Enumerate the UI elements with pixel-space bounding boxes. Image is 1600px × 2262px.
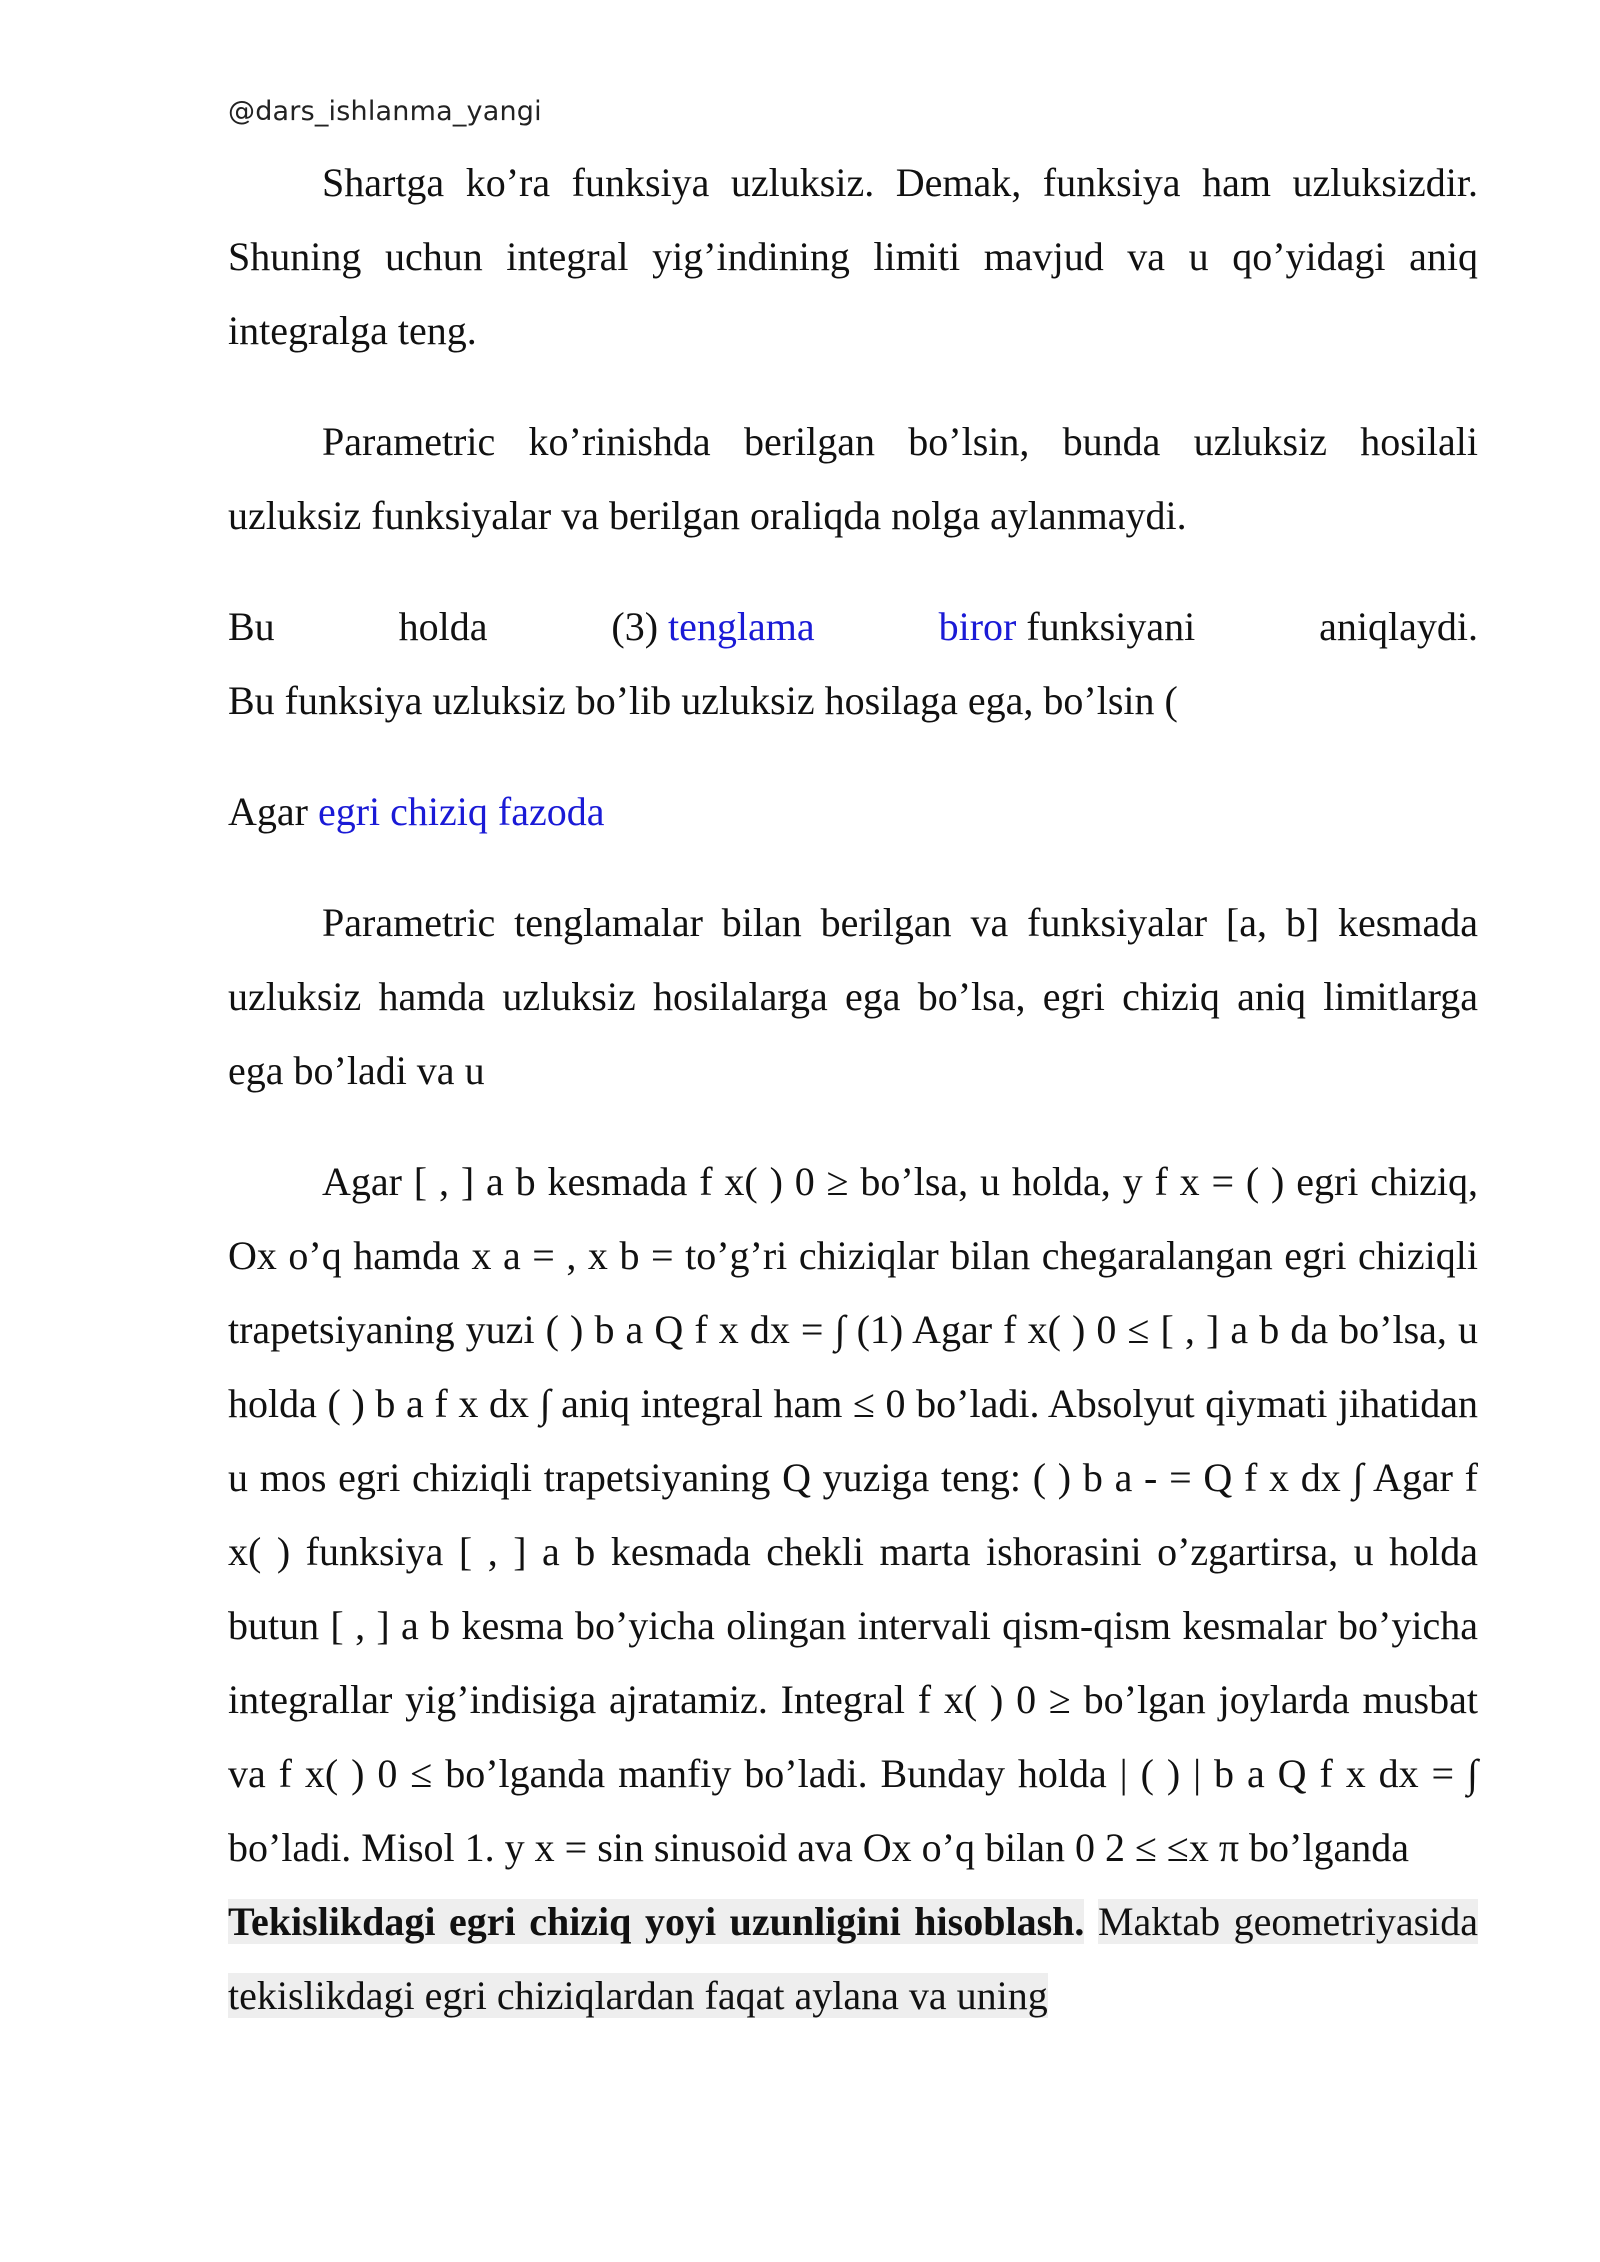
arc-length-text: Maktab geometriyasida tekislikdagi egri chiziqlardan faqat aylana va uning — [228, 1899, 1479, 2018]
watermark-handle: @dars_ishlanma_yangi — [228, 96, 542, 127]
paragraph-arc-length — [228, 1885, 1478, 2033]
paragraph-function-definition — [228, 590, 1478, 738]
word-funksiyani: funksiyani — [1026, 604, 1196, 649]
paragraph-continuity: Shartga ko’ra funksiya uzluksiz. Demak, funksiya ham uzluksizdir. Shuning uchun integral yig’indining limiti mavjud va u qo’yidagi aniq integralga teng. — [228, 160, 1478, 353]
inline-group — [611, 590, 814, 664]
function-definition-line-2: Bu funksiya uzluksiz bo’lib uzluksiz hosilaga ega, bo’lsin ( — [228, 678, 1178, 723]
equation-ref: (3) — [611, 604, 659, 649]
word-aniqlaydi: aniqlaydi. — [1319, 604, 1478, 649]
paragraph-parametric: Parametric ko’rinishda berilgan bo’lsin, bunda uzluksiz hosilali uzluksiz funksiyalar va berilgan oraliqda nolga aylanmaydi. — [228, 419, 1478, 538]
section-heading-arc-length: Tekislikdagi egri chiziq yoyi uzunligini hisoblash. — [228, 1899, 1085, 1944]
word-holda: holda — [398, 604, 488, 649]
agar-word: Agar — [228, 789, 308, 834]
inline-group-2 — [939, 590, 1196, 664]
document-body — [228, 146, 1478, 2033]
paragraph-parametric-equations: Parametric tenglamalar bilan berilgan va funksiyalar [a, b] kesmada uzluksiz hamda uzluksiz hosilalarga ega bo’lsa, egri chiziq aniq limitlarga ega bo’ladi va u — [228, 900, 1478, 1093]
link-tenglama[interactable]: tenglama — [668, 604, 815, 649]
word-bu: Bu — [228, 604, 275, 649]
link-biror[interactable]: biror — [938, 604, 1017, 649]
paragraph-space-curve — [228, 775, 1478, 849]
paragraph-trapezoid-area: Agar [ , ] a b kesmada f x( ) 0 ≥ bo’lsa, u holda, y f x = ( ) egri chiziq, Ox o’q hamda x a = , x b = to’g’ri chiziqlar bilan chegaralangan egri chiziqli trapetsiyaning yuzi ( ) b a Q f x dx = ∫ (1) Agar f x( ) 0 ≤ [ , ] a b da bo’lsa, u holda ( ) b a f x dx ∫ aniq integral ham ≤ 0 bo’ladi. Absolyut qiymati jihatidan u mos egri chiziqli trapetsiyaning Q yuziga teng: ( ) b a - = Q f x dx ∫ Agar f x( ) funksiya [ , ] a b kesmada chekli marta ishorasini o’zgartirsa, u holda butun [ , ] a b kesma bo’yicha olingan intervali qism-qism kesmalar bo’yicha integrallar yig’indisiga ajratamiz. Integral f x( ) 0 ≥ bo’lgan joylarda musbat va f x( ) 0 ≤ bo’lganda manfiy bo’ladi. Bunday holda | ( ) | b a Q f x dx = ∫ bo’ladi. Misol 1. y x = sin sinusoid ava Ox o’q bilan 0 2 ≤ ≤x π bo’lganda — [228, 1159, 1478, 1870]
link-egri-chiziq-fazoda[interactable]: egri chiziq fazoda — [317, 789, 605, 834]
spread-line — [228, 590, 1478, 664]
